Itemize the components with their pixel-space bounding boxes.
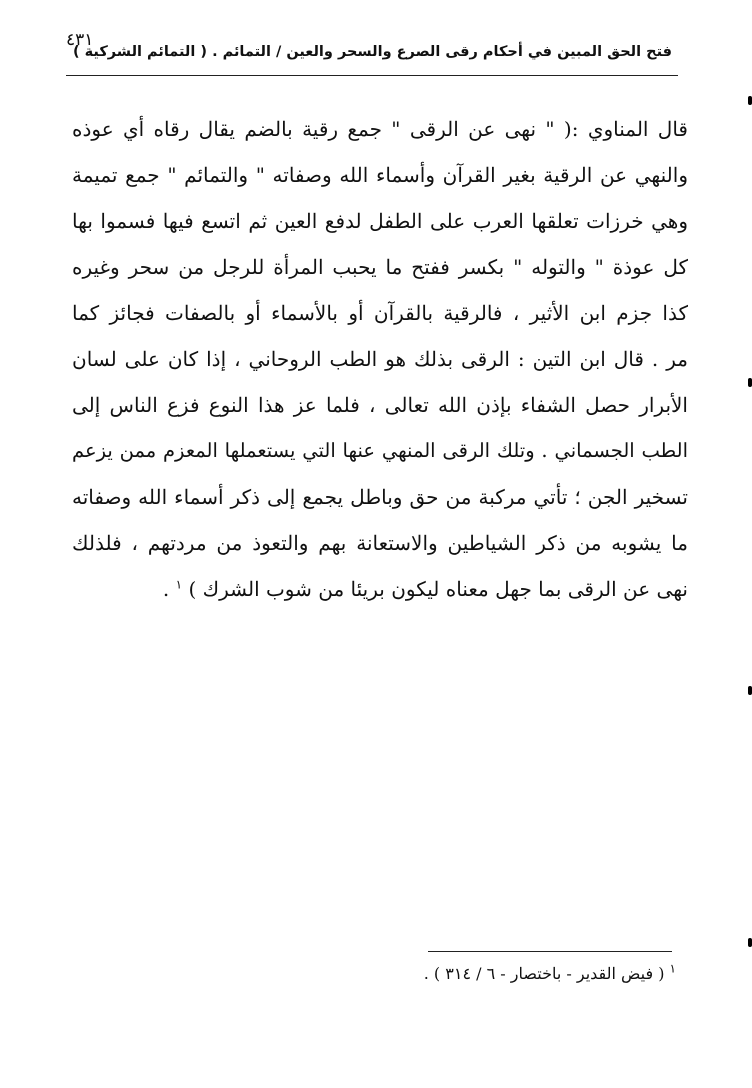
body-line: مر . قال ابن التين : الرقى بذلك هو الطب الروحاني ، إذا كان على لسان — [72, 347, 688, 371]
header-rule — [66, 75, 678, 76]
body-last-line-end: . — [162, 577, 170, 601]
body-line: الأبرار حصل الشفاء بإذن الله تعالى ، فلما عز هذا النوع فزع الناس إلى — [72, 393, 688, 417]
footnote-rule — [428, 951, 672, 952]
body-text — [72, 106, 688, 612]
body-line: كل عوذة " والتوله " بكسر ففتح ما يحبب المرأة للرجل من سحر وغيره — [72, 255, 688, 279]
scan-edge-mark — [748, 938, 752, 947]
body-line: كذا جزم ابن الأثير ، فالرقية بالقرآن أو بالأسماء أو بالصفات فجائز كما — [72, 301, 688, 325]
body-last-line-text: نهى عن الرقى بما جهل معناه ليكون بريئا من شوب الشرك ) — [188, 577, 688, 601]
scan-edge-mark — [748, 96, 752, 105]
body-last-line — [72, 566, 688, 612]
body-line: والنهي عن الرقية بغير القرآن وأسماء الله وصفاته " والتمائم " جمع تميمة — [72, 163, 688, 187]
page-number: ٤٣١ — [66, 30, 94, 50]
scan-edge-mark — [748, 378, 752, 387]
footnote-text: ( فيض القدير - باختصار - ٦ / ٣١٤ ) . — [423, 964, 665, 983]
body-line: قال المناوي :( " نهى عن الرقى " جمع رقية بالضم يقال رقاه أي عوذه — [72, 117, 688, 141]
footnote-marker: ١ — [669, 961, 676, 976]
scan-edge-mark — [748, 686, 752, 695]
body-line: الطب الجسماني . وتلك الرقى المنهي عنها التي يستعملها المعزم ممن يزعم — [72, 439, 688, 462]
footnote-reference-marker: ١ — [175, 577, 183, 592]
footnote — [76, 962, 676, 986]
body-line: تسخير الجن ؛ تأتي مركبة من حق وباطل يجمع إلى ذكر أسماء الله وصفاته — [72, 485, 688, 509]
body-line: وهي خرزات تعلقها العرب على الطفل لدفع العين ثم اتسع فيها فسموا بها — [72, 209, 688, 233]
body-line: ما يشوبه من ذكر الشياطين والاستعانة بهم والتعوذ من مردتهم ، فلذلك — [72, 531, 688, 555]
running-header-title: فتح الحق المبين في أحكام رقى الصرع والسحر والعين / التمائم . ( التمائم الشركية ) — [72, 44, 672, 60]
